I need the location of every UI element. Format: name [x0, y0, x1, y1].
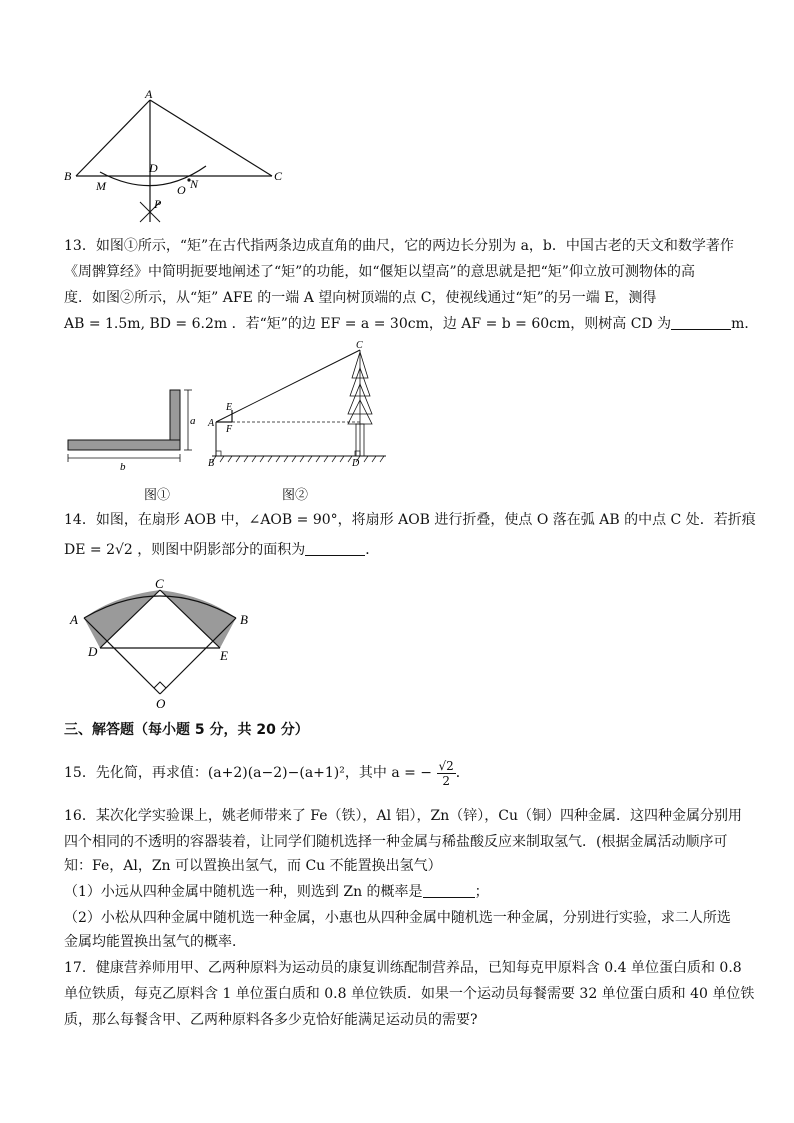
q13-line4-unit: m．: [731, 316, 759, 332]
q13-line4: [64, 314, 758, 334]
q14-line2: [64, 540, 379, 560]
figure-1-ruler: [64, 386, 204, 476]
q13-line3: 度．如图②所示，从“矩” AFE 的一端 A 望向树顶端的点 C，使视线通过“矩”的另一端 E，测得: [64, 290, 657, 306]
fig2-label-D: D: [352, 458, 360, 469]
label-A: A: [145, 90, 153, 101]
q16-sub1-end: ；: [474, 884, 489, 900]
fig1-label-a: a: [190, 415, 196, 427]
q14-line2-text: DE = 2√2 ，则图中阴影部分的面积为: [64, 542, 306, 558]
q16-sub2-line2: 金属均能置换出氢气的概率．: [64, 934, 246, 950]
sector-label-A: A: [70, 612, 78, 627]
q16-sub2-line1: （2）小松从四种金属中随机选一种金属，小惠也从四种金属中随机选一种金属，分别进行实验，求二人所选: [64, 910, 731, 926]
q14-line1: 14．如图，在扇形 AOB 中，∠AOB = 90°，将扇形 AOB 进行折叠，使点 O 落在弧 AB 的中点 C 处．若折痕: [64, 512, 756, 528]
fig2-label-E: E: [226, 402, 233, 413]
q13-line4-text: AB = 1.5m, BD = 6.2m ．若“矩”的边 EF = a = 30cm，边 AF = b = 60cm，则树高 CD 为: [64, 316, 672, 332]
sector-label-C: C: [155, 576, 164, 591]
fig1-caption: 图①: [144, 488, 171, 503]
label-D: D: [149, 161, 158, 175]
q15-text: 15．先化简，再求值：(a+2)(a−2)−(a+1)²，其中 a = −: [64, 765, 433, 781]
figure-2-tree: [206, 338, 390, 474]
q15-frac-den: 2: [442, 773, 450, 788]
q15-end: ．: [455, 765, 470, 781]
sector-label-B: B: [240, 612, 248, 627]
fig2-label-A: A: [208, 418, 215, 429]
section-title: 三、解答题（每小题 5 分，共 20 分）: [64, 722, 309, 738]
sector-label-E: E: [220, 648, 228, 663]
q16-line3: 知：Fe，Al，Zn 可以置换出氢气，而 Cu 不能置换出氢气）: [64, 858, 442, 874]
fig2-label-C: C: [356, 340, 363, 351]
label-B: B: [64, 169, 72, 183]
label-C: C: [274, 169, 283, 183]
answer-blank[interactable]: [305, 541, 365, 556]
fig1-label-b: b: [120, 461, 126, 473]
figure-sector: [64, 576, 264, 712]
q14-line2-end: ．: [365, 542, 380, 558]
fig2-label-F: F: [226, 424, 233, 435]
answer-blank[interactable]: [423, 883, 475, 898]
q16-line2: 四个相同的不透明的容器装着，让同学们随机选择一种金属与稀盐酸反应来制取氢气．(根据金属活动顺序可: [64, 834, 728, 850]
q17-line2: 单位铁质，每克乙原料含 1 单位蛋白质和 0.8 单位铁质．如果一个运动员每餐需要 32 单位蛋白质和 40 单位铁: [64, 986, 755, 1002]
q17-line3: 质，那么每餐含甲、乙两种原料各多少克恰好能满足运动员的需要?: [64, 1012, 478, 1028]
q16-line1: 16．某次化学实验课上，姚老师带来了 Fe（铁），Al 铝），Zn（锌），Cu（铜）四种金属．这四种金属分别用: [64, 808, 743, 824]
label-P: P: [154, 197, 162, 211]
sector-label-O: O: [156, 696, 166, 711]
q13-line1: 13．如图①所示，“矩”在古代指两条边成直角的曲尺，它的两边长分别为 a，b．中国古老的天文和数学著作: [64, 238, 734, 254]
q15-fraction: [437, 759, 456, 788]
q16-sub1-text: （1）小远从四种金属中随机选一种，则选到 Zn 的概率是: [64, 884, 423, 900]
q16-sub1: [64, 882, 489, 902]
answer-blank[interactable]: [671, 315, 731, 330]
label-M: M: [96, 179, 106, 193]
figure-triangle-construction: [60, 90, 300, 230]
fig2-label-B: B: [208, 458, 215, 469]
fig2-caption: 图②: [282, 488, 309, 503]
q15-line: [64, 758, 470, 788]
label-N: N: [190, 177, 199, 191]
q15-frac-num: √2: [438, 758, 454, 773]
q13-line2: 《周髀算经》中简明扼要地阐述了“矩”的功能，如“偃矩以望高”的意思就是把“矩”仰立放可测物体的高: [64, 264, 695, 280]
q17-line1: 17．健康营养师用甲、乙两种原料为运动员的康复训练配制营养品，已知每克甲原料含 0.4 单位蛋白质和 0.8: [64, 960, 742, 976]
label-O: O: [177, 183, 186, 197]
sector-label-D: D: [88, 644, 98, 659]
